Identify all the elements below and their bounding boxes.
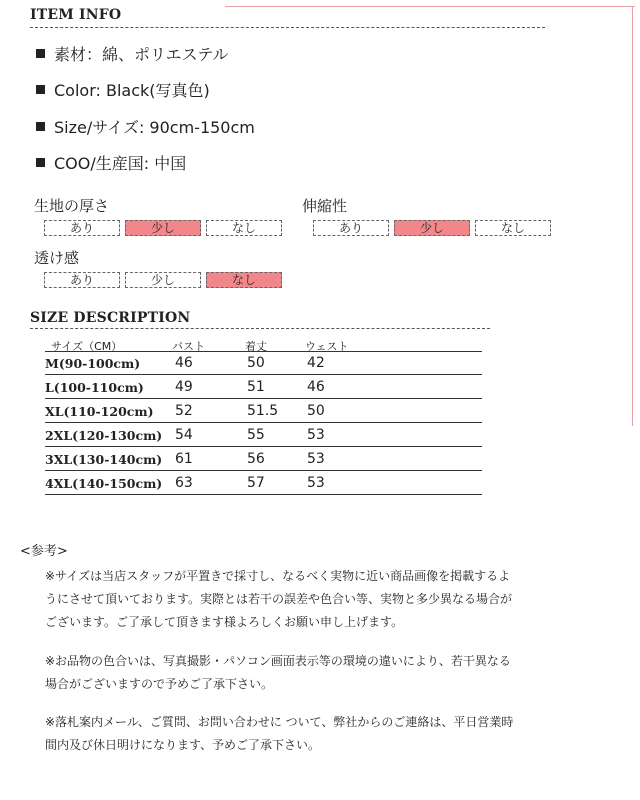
waist-cell: 46 <box>307 379 325 395</box>
info-item-text: Size/サイズ: 90cm-150cm <box>54 118 255 137</box>
bust-cell: 54 <box>175 427 193 443</box>
column-header-length: 着丈 <box>245 340 267 353</box>
sheerness-label: 透け感 <box>34 249 80 267</box>
item-info-divider <box>30 27 545 28</box>
length-cell: 51 <box>247 379 265 395</box>
waist-cell: 42 <box>307 355 325 371</box>
thickness-label: 生地の厚さ <box>34 197 110 215</box>
size-name-cell: 3XL(130-140cm) <box>45 452 163 467</box>
info-item-color <box>36 78 210 101</box>
thickness-option-sukoshi-selected: 少し <box>125 220 201 236</box>
square-bullet-icon <box>36 49 45 58</box>
note-line: うにさせて頂いております。実際とは若干の誤差や色合い等、実物と多少異なる場合が <box>45 592 513 606</box>
note-paragraph-contact <box>45 711 545 757</box>
bust-cell: 49 <box>175 379 193 395</box>
sheerness-option-ari: あり <box>44 272 120 288</box>
note-paragraph-color <box>45 650 545 696</box>
stretch-label: 伸縮性 <box>302 197 348 215</box>
info-item-material <box>36 42 229 65</box>
bust-cell: 61 <box>175 451 193 467</box>
info-item-size <box>36 115 255 138</box>
decorative-frame-right <box>632 6 633 426</box>
note-line: 場合がございますので予めご了承下さい。 <box>45 677 274 691</box>
note-line: ※サイズは当店スタッフが平置きで採寸し、なるべく実物に近い商品画像を掲載するよ <box>45 569 511 583</box>
decorative-frame-top <box>225 6 635 7</box>
stretch-option-ari: あり <box>313 220 389 236</box>
thickness-option-nashi: なし <box>206 220 282 236</box>
notes-heading: <参考> <box>20 544 68 559</box>
square-bullet-icon <box>36 122 45 131</box>
column-header-waist: ウェスト <box>305 340 349 353</box>
length-cell: 51.5 <box>247 403 279 419</box>
bust-cell: 63 <box>175 475 193 491</box>
size-name-cell: 4XL(140-150cm) <box>45 476 163 491</box>
size-name-cell: 2XL(120-130cm) <box>45 428 163 443</box>
table-row <box>45 472 482 495</box>
sheerness-option-sukoshi: 少し <box>125 272 201 288</box>
table-row <box>45 400 482 423</box>
waist-cell: 53 <box>307 427 325 443</box>
bust-cell: 46 <box>175 355 193 371</box>
info-item-text: 素材：綿、ポリエステル <box>54 45 229 64</box>
table-row <box>45 376 482 399</box>
note-line: 間内及び休日明けになります、予めご了承下さい。 <box>45 738 321 752</box>
info-item-text: Color: Black(写真色) <box>54 81 210 100</box>
length-cell: 57 <box>247 475 265 491</box>
square-bullet-icon <box>36 85 45 94</box>
size-name-cell: M(90-100cm) <box>45 356 141 371</box>
stretch-option-sukoshi-selected: 少し <box>394 220 470 236</box>
sheerness-option-nashi-selected: なし <box>206 272 282 288</box>
thickness-option-ari: あり <box>44 220 120 236</box>
size-description-divider <box>30 328 490 329</box>
note-paragraph-sizing <box>45 565 545 634</box>
bust-cell: 52 <box>175 403 193 419</box>
info-item-text: COO/生産国: 中国 <box>54 154 187 173</box>
size-name-cell: L(100-110cm) <box>45 380 144 395</box>
waist-cell: 53 <box>307 475 325 491</box>
length-cell: 56 <box>247 451 265 467</box>
stretch-option-nashi: なし <box>475 220 551 236</box>
note-line: ※お品物の色合いは、写真撮影・パソコン画面表示等の環境の違いにより、若干異なる <box>45 654 511 668</box>
note-line: ※落札案内メール、ご質問、お問い合わせに ついて、弊社からのご連絡は、平日営業時 <box>45 715 514 729</box>
table-row <box>45 448 482 471</box>
table-row <box>45 352 482 375</box>
waist-cell: 50 <box>307 403 325 419</box>
waist-cell: 53 <box>307 451 325 467</box>
column-header-size: サイズ（CM） <box>51 340 123 353</box>
length-cell: 50 <box>247 355 265 371</box>
note-line: ございます。ご了承して頂きます様よろしくお願い申し上げます。 <box>45 615 404 629</box>
table-row <box>45 424 482 447</box>
square-bullet-icon <box>36 158 45 167</box>
info-item-coo <box>36 151 186 174</box>
column-header-bust: バスト <box>172 340 205 353</box>
size-description-heading: SIZE DESCRIPTION <box>30 310 191 326</box>
length-cell: 55 <box>247 427 265 443</box>
item-info-heading: ITEM INFO <box>30 7 122 23</box>
size-name-cell: XL(110-120cm) <box>45 404 154 419</box>
